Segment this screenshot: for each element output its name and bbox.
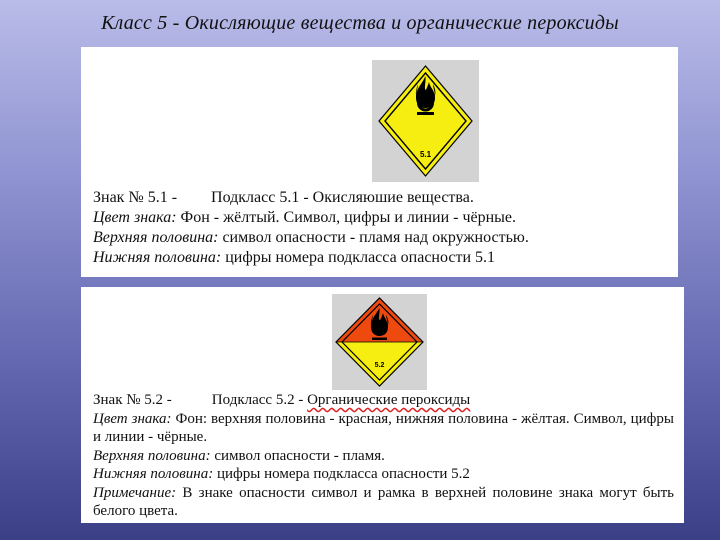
description-line [93,410,674,447]
oxidizer-diamond-icon [372,60,479,182]
description-line [93,188,668,208]
sign-5-1-number: 5.1 [419,150,432,159]
description-line [93,465,674,484]
lower-half-text: цифры номера подкласса опасности 5.1 [221,249,496,266]
sign-5-1-panel [81,47,678,277]
color-text: Фон - жёлтый. Символ, цифры и линии - чёрные. [176,209,517,226]
description-line [93,447,674,466]
color-label: Цвет знака: [93,209,177,226]
subclass-name: Органические пероксиды [307,392,471,408]
color-label: Цвет знака: [93,410,172,427]
sign-5-2-number: 5.2 [374,362,385,369]
note-text: В знаке опасности символ и рамка в верхней половине знака могут быть белого цвета. [93,484,674,519]
upper-half-text: символ опасности - пламя над окружностью. [218,229,529,246]
organic-peroxide-diamond-icon [332,294,427,390]
subclass-name: Подкласс 5.1 - Окисляюшие вещества. [211,189,474,206]
lower-half-label: Нижняя половина: [93,466,214,482]
slide-title: Класс 5 - Окисляющие вещества и органические пероксиды [101,12,619,34]
description-line [93,208,668,228]
description-line [93,484,674,521]
color-text: Фон: верхняя половина - красная, нижняя половина - жёлтая. Символ, цифры и линии - чёрные. [93,410,674,445]
subclass-number: Подкласс 5.2 - [211,392,308,408]
description-line [93,248,668,268]
sign-5-2-image [332,294,427,390]
upper-half-label: Верхняя половина: [93,447,211,464]
description-line [93,228,668,248]
lower-half-text: цифры номера подкласса опасности 5.2 [213,466,470,482]
note-label: Примечание: [93,484,177,501]
description-line [93,391,674,410]
upper-half-label: Верхняя половина: [93,229,219,246]
sign-label: Знак № 5.2 - [93,392,172,408]
sign-label: Знак № 5.1 - [93,189,178,206]
sign-5-1-image [372,60,479,182]
upper-half-text: символ опасности - пламя. [210,447,385,464]
sign-5-2-description [93,391,674,521]
sign-5-1-description [93,188,668,268]
sign-5-2-panel [81,287,684,523]
lower-half-label: Нижняя половина: [93,249,222,266]
